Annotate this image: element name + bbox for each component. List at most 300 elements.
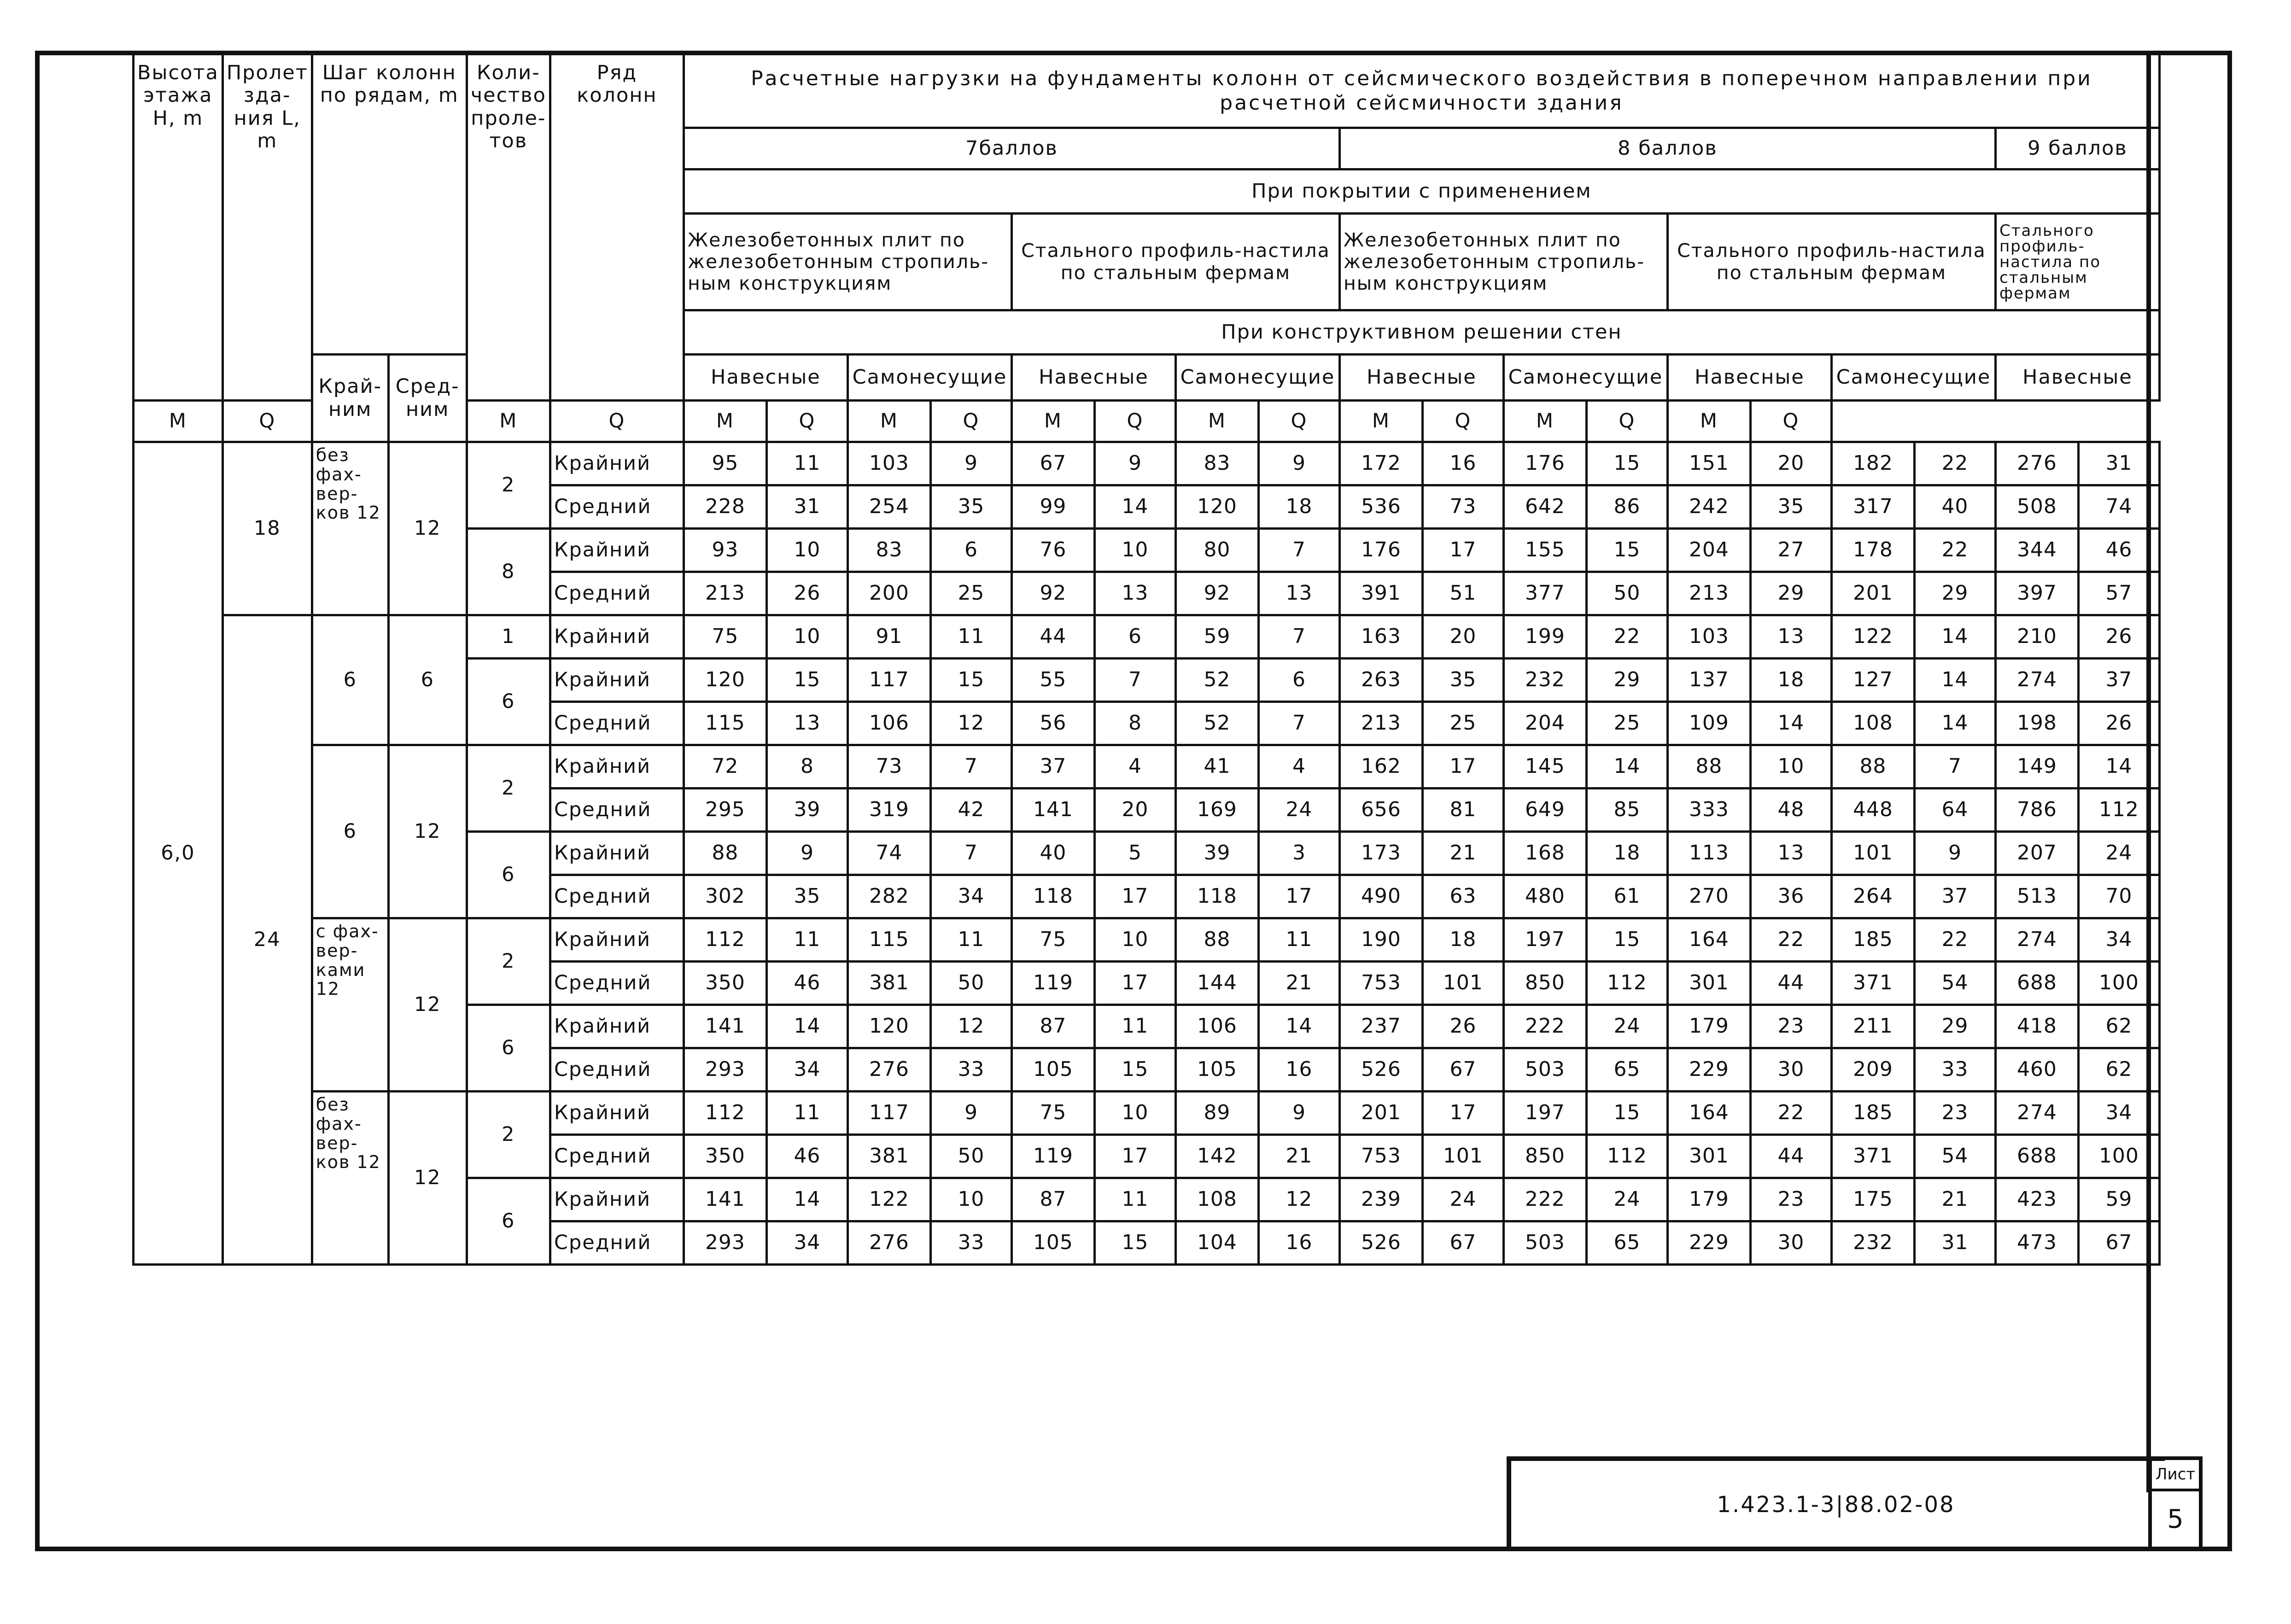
- header-cover-steel-9: Стального профиль-настила по стальным фермам: [1995, 214, 2159, 310]
- row-type-cell: Крайний: [550, 442, 684, 485]
- value-cell: 301: [1667, 1135, 1750, 1178]
- span-cell: 24: [222, 615, 312, 1265]
- value-cell: 10: [1094, 918, 1175, 962]
- value-cell: 649: [1503, 789, 1586, 832]
- value-cell: 263: [1339, 659, 1422, 702]
- value-cell: 7: [930, 745, 1011, 789]
- value-cell: 10: [1094, 1092, 1175, 1135]
- value-cell: 137: [1667, 659, 1750, 702]
- value-cell: 753: [1339, 962, 1422, 1005]
- value-cell: 6: [1258, 659, 1339, 702]
- step-mid-cell: 12: [388, 918, 467, 1092]
- row-type-cell: Крайний: [550, 529, 684, 572]
- row-type-cell: Средний: [550, 1048, 684, 1092]
- value-cell: 264: [1831, 875, 1914, 918]
- value-cell: 448: [1831, 789, 1914, 832]
- value-cell: 207: [1995, 832, 2078, 875]
- value-cell: 12: [930, 1005, 1011, 1048]
- value-cell: 88: [1667, 745, 1750, 789]
- row-type-cell: Крайний: [550, 1005, 684, 1048]
- value-cell: 656: [1339, 789, 1422, 832]
- step-edge-cell: без фах-вер-ков 12: [312, 1092, 388, 1265]
- value-cell: 35: [766, 875, 847, 918]
- value-cell: 29: [1914, 1005, 1995, 1048]
- step-mid-cell: 12: [388, 1092, 467, 1265]
- value-cell: 14: [1914, 615, 1995, 659]
- value-cell: 7: [1258, 529, 1339, 572]
- value-cell: 31: [1914, 1221, 1995, 1265]
- wall-hung-1: Навесные: [684, 355, 847, 401]
- wall-hung-3: Навесные: [1339, 355, 1503, 401]
- value-cell: 46: [2078, 529, 2159, 572]
- value-cell: 101: [1422, 1135, 1503, 1178]
- value-cell: 199: [1503, 615, 1586, 659]
- value-cell: 179: [1667, 1178, 1750, 1221]
- row-type-cell: Средний: [550, 962, 684, 1005]
- value-cell: 26: [766, 572, 847, 615]
- value-cell: 786: [1995, 789, 2078, 832]
- value-cell: 56: [1011, 702, 1094, 745]
- value-cell: 169: [1175, 789, 1258, 832]
- value-cell: 73: [1422, 485, 1503, 529]
- m-header: M: [1667, 401, 1750, 442]
- value-cell: 7: [1258, 615, 1339, 659]
- value-cell: 688: [1995, 962, 2078, 1005]
- value-cell: 34: [766, 1221, 847, 1265]
- value-cell: 222: [1503, 1005, 1586, 1048]
- value-cell: 13: [1094, 572, 1175, 615]
- value-cell: 9: [1914, 832, 1995, 875]
- value-cell: 21: [1914, 1178, 1995, 1221]
- value-cell: 200: [847, 572, 930, 615]
- value-cell: 319: [847, 789, 930, 832]
- value-cell: 18: [1750, 659, 1831, 702]
- value-cell: 142: [1175, 1135, 1258, 1178]
- step-mid-cell: 12: [388, 442, 467, 615]
- value-cell: 62: [2078, 1048, 2159, 1092]
- value-cell: 10: [766, 615, 847, 659]
- value-cell: 122: [847, 1178, 930, 1221]
- value-cell: 11: [1258, 918, 1339, 962]
- value-cell: 20: [1750, 442, 1831, 485]
- value-cell: 73: [847, 745, 930, 789]
- col-header-step-edge: Край-ним: [312, 355, 388, 442]
- value-cell: 178: [1831, 529, 1914, 572]
- value-cell: 65: [1586, 1221, 1667, 1265]
- value-cell: 50: [930, 962, 1011, 1005]
- value-cell: 35: [1422, 659, 1503, 702]
- value-cell: 14: [2078, 745, 2159, 789]
- value-cell: 42: [930, 789, 1011, 832]
- row-type-cell: Средний: [550, 485, 684, 529]
- wall-self-4: Самонесущие: [1831, 355, 1995, 401]
- value-cell: 14: [1750, 702, 1831, 745]
- row-type-cell: Средний: [550, 1221, 684, 1265]
- value-cell: 15: [1586, 1092, 1667, 1135]
- row-type-cell: Крайний: [550, 918, 684, 962]
- value-cell: 13: [766, 702, 847, 745]
- value-cell: 211: [1831, 1005, 1914, 1048]
- value-cell: 10: [766, 529, 847, 572]
- value-cell: 62: [2078, 1005, 2159, 1048]
- wall-hung-4: Навесные: [1667, 355, 1831, 401]
- value-cell: 25: [930, 572, 1011, 615]
- value-cell: 30: [1750, 1221, 1831, 1265]
- value-cell: 301: [1667, 962, 1750, 1005]
- value-cell: 120: [684, 659, 766, 702]
- value-cell: 113: [1667, 832, 1750, 875]
- value-cell: 92: [1175, 572, 1258, 615]
- table-row: [134, 745, 2160, 789]
- value-cell: 9: [766, 832, 847, 875]
- q-header: Q: [930, 401, 1011, 442]
- row-type-cell: Средний: [550, 702, 684, 745]
- value-cell: 22: [1750, 1092, 1831, 1135]
- value-cell: 490: [1339, 875, 1422, 918]
- sheet-label: Лист: [2152, 1460, 2199, 1491]
- value-cell: 67: [2078, 1221, 2159, 1265]
- sheet-number: 5: [2167, 1504, 2184, 1534]
- value-cell: 86: [1586, 485, 1667, 529]
- value-cell: 201: [1831, 572, 1914, 615]
- value-cell: 34: [2078, 1092, 2159, 1135]
- value-cell: 72: [684, 745, 766, 789]
- value-cell: 213: [1667, 572, 1750, 615]
- value-cell: 185: [1831, 1092, 1914, 1135]
- value-cell: 18: [1258, 485, 1339, 529]
- value-cell: 190: [1339, 918, 1422, 962]
- value-cell: 27: [1750, 529, 1831, 572]
- value-cell: 7: [930, 832, 1011, 875]
- value-cell: 25: [1422, 702, 1503, 745]
- value-cell: 155: [1503, 529, 1586, 572]
- span-count-cell: 6: [467, 1005, 550, 1092]
- table-title: Расчетные нагрузки на фундаменты колонн от сейсмического воздействия в поперечном направлении при расчетной сейсмичности здания: [684, 54, 2159, 128]
- step-edge-cell: с фах-вер-ками 12: [312, 918, 388, 1092]
- value-cell: 282: [847, 875, 930, 918]
- span-count-cell: 8: [467, 529, 550, 615]
- value-cell: 222: [1503, 1178, 1586, 1221]
- value-cell: 52: [1175, 659, 1258, 702]
- value-cell: 503: [1503, 1221, 1586, 1265]
- value-cell: 242: [1667, 485, 1750, 529]
- value-cell: 12: [930, 702, 1011, 745]
- step-mid-cell: 12: [388, 745, 467, 918]
- value-cell: 109: [1667, 702, 1750, 745]
- value-cell: 232: [1831, 1221, 1914, 1265]
- value-cell: 14: [766, 1178, 847, 1221]
- value-cell: 13: [1750, 832, 1831, 875]
- value-cell: 85: [1586, 789, 1667, 832]
- value-cell: 513: [1995, 875, 2078, 918]
- value-cell: 162: [1339, 745, 1422, 789]
- value-cell: 33: [930, 1048, 1011, 1092]
- value-cell: 26: [2078, 615, 2159, 659]
- value-cell: 105: [1011, 1048, 1094, 1092]
- value-cell: 106: [847, 702, 930, 745]
- m-header: M: [1503, 401, 1586, 442]
- value-cell: 24: [1586, 1005, 1667, 1048]
- value-cell: 175: [1831, 1178, 1914, 1221]
- table-row: [134, 1092, 2160, 1135]
- value-cell: 254: [847, 485, 930, 529]
- value-cell: 64: [1914, 789, 1995, 832]
- value-cell: 11: [766, 1092, 847, 1135]
- value-cell: 122: [1831, 615, 1914, 659]
- value-cell: 63: [1422, 875, 1503, 918]
- value-cell: 10: [1094, 529, 1175, 572]
- value-cell: 105: [1175, 1048, 1258, 1092]
- value-cell: 33: [1914, 1048, 1995, 1092]
- value-cell: 377: [1503, 572, 1586, 615]
- value-cell: 18: [1422, 918, 1503, 962]
- value-cell: 213: [1339, 702, 1422, 745]
- span-count-cell: 1: [467, 615, 550, 659]
- value-cell: 144: [1175, 962, 1258, 1005]
- value-cell: 15: [1094, 1221, 1175, 1265]
- value-cell: 95: [684, 442, 766, 485]
- value-cell: 24: [1422, 1178, 1503, 1221]
- value-cell: 39: [1175, 832, 1258, 875]
- value-cell: 50: [1586, 572, 1667, 615]
- value-cell: 14: [766, 1005, 847, 1048]
- value-cell: 76: [1011, 529, 1094, 572]
- value-cell: 536: [1339, 485, 1422, 529]
- value-cell: 37: [1914, 875, 1995, 918]
- m-header: M: [134, 401, 223, 442]
- wall-self-1: Самонесущие: [847, 355, 1011, 401]
- value-cell: 381: [847, 1135, 930, 1178]
- row-type-cell: Средний: [550, 572, 684, 615]
- value-cell: 9: [1258, 442, 1339, 485]
- value-cell: 87: [1011, 1178, 1094, 1221]
- value-cell: 17: [1094, 962, 1175, 1005]
- value-cell: 229: [1667, 1221, 1750, 1265]
- value-cell: 753: [1339, 1135, 1422, 1178]
- value-cell: 209: [1831, 1048, 1914, 1092]
- value-cell: 15: [1094, 1048, 1175, 1092]
- value-cell: 10: [930, 1178, 1011, 1221]
- value-cell: 11: [930, 918, 1011, 962]
- row-type-cell: Крайний: [550, 1092, 684, 1135]
- value-cell: 100: [2078, 1135, 2159, 1178]
- value-cell: 22: [1750, 918, 1831, 962]
- value-cell: 21: [1258, 1135, 1339, 1178]
- value-cell: 198: [1995, 702, 2078, 745]
- value-cell: 295: [684, 789, 766, 832]
- header-9-points: 9 баллов: [1995, 128, 2159, 169]
- value-cell: 112: [684, 918, 766, 962]
- value-cell: 237: [1339, 1005, 1422, 1048]
- value-cell: 52: [1175, 702, 1258, 745]
- q-header: Q: [1750, 401, 1831, 442]
- value-cell: 9: [1094, 442, 1175, 485]
- value-cell: 15: [1586, 529, 1667, 572]
- value-cell: 55: [1011, 659, 1094, 702]
- value-cell: 17: [1422, 529, 1503, 572]
- step-mid-cell: 6: [388, 615, 467, 745]
- value-cell: 7: [1914, 745, 1995, 789]
- value-cell: 67: [1422, 1048, 1503, 1092]
- header-cover: При покрытии с применением: [684, 169, 2159, 214]
- value-cell: 6: [1094, 615, 1175, 659]
- value-cell: 228: [684, 485, 766, 529]
- value-cell: 34: [930, 875, 1011, 918]
- value-cell: 173: [1339, 832, 1422, 875]
- value-cell: 22: [1914, 529, 1995, 572]
- value-cell: 3: [1258, 832, 1339, 875]
- value-cell: 197: [1503, 918, 1586, 962]
- value-cell: 141: [684, 1178, 766, 1221]
- value-cell: 11: [930, 615, 1011, 659]
- value-cell: 141: [1011, 789, 1094, 832]
- value-cell: 11: [1094, 1005, 1175, 1048]
- span-count-cell: 2: [467, 918, 550, 1005]
- value-cell: 83: [847, 529, 930, 572]
- value-cell: 115: [684, 702, 766, 745]
- value-cell: 88: [1831, 745, 1914, 789]
- value-cell: 48: [1750, 789, 1831, 832]
- value-cell: 75: [684, 615, 766, 659]
- value-cell: 274: [1995, 659, 2078, 702]
- value-cell: 397: [1995, 572, 2078, 615]
- row-type-cell: Крайний: [550, 832, 684, 875]
- value-cell: 274: [1995, 918, 2078, 962]
- value-cell: 14: [1914, 659, 1995, 702]
- value-cell: 276: [847, 1221, 930, 1265]
- value-cell: 14: [1914, 702, 1995, 745]
- q-header: Q: [766, 401, 847, 442]
- value-cell: 29: [1586, 659, 1667, 702]
- m-header: M: [847, 401, 930, 442]
- value-cell: 67: [1011, 442, 1094, 485]
- value-cell: 59: [1175, 615, 1258, 659]
- value-cell: 100: [2078, 962, 2159, 1005]
- value-cell: 34: [2078, 918, 2159, 962]
- value-cell: 850: [1503, 1135, 1586, 1178]
- value-cell: 15: [766, 659, 847, 702]
- step-edge-cell: без фах-вер-ков 12: [312, 442, 388, 615]
- value-cell: 87: [1011, 1005, 1094, 1048]
- value-cell: 229: [1667, 1048, 1750, 1092]
- value-cell: 423: [1995, 1178, 2078, 1221]
- header-8-points: 8 баллов: [1339, 128, 1995, 169]
- value-cell: 67: [1422, 1221, 1503, 1265]
- value-cell: 30: [1750, 1048, 1831, 1092]
- wall-self-3: Самонесущие: [1503, 355, 1667, 401]
- value-cell: 31: [766, 485, 847, 529]
- value-cell: 115: [847, 918, 930, 962]
- value-cell: 93: [684, 529, 766, 572]
- value-cell: 17: [1422, 1092, 1503, 1135]
- value-cell: 239: [1339, 1178, 1422, 1221]
- span-count-cell: 6: [467, 659, 550, 745]
- value-cell: 480: [1503, 875, 1586, 918]
- value-cell: 293: [684, 1221, 766, 1265]
- value-cell: 89: [1175, 1092, 1258, 1135]
- value-cell: 6: [930, 529, 1011, 572]
- value-cell: 24: [2078, 832, 2159, 875]
- row-type-cell: Крайний: [550, 745, 684, 789]
- value-cell: 35: [1750, 485, 1831, 529]
- value-cell: 381: [847, 962, 930, 1005]
- value-cell: 106: [1175, 1005, 1258, 1048]
- value-cell: 18: [1586, 832, 1667, 875]
- value-cell: 44: [1750, 962, 1831, 1005]
- value-cell: 20: [1094, 789, 1175, 832]
- value-cell: 99: [1011, 485, 1094, 529]
- value-cell: 163: [1339, 615, 1422, 659]
- value-cell: 185: [1831, 918, 1914, 962]
- header-cover-steel-8: Стального профиль-настила по стальным фермам: [1667, 214, 1995, 310]
- col-header-span: Пролет зда-ния L, m: [222, 54, 312, 401]
- value-cell: 14: [1258, 1005, 1339, 1048]
- q-header: Q: [222, 401, 312, 442]
- value-cell: 61: [1586, 875, 1667, 918]
- value-cell: 112: [684, 1092, 766, 1135]
- value-cell: 36: [1750, 875, 1831, 918]
- value-cell: 9: [930, 1092, 1011, 1135]
- value-cell: 473: [1995, 1221, 2078, 1265]
- value-cell: 688: [1995, 1135, 2078, 1178]
- value-cell: 526: [1339, 1048, 1422, 1092]
- value-cell: 344: [1995, 529, 2078, 572]
- header-cover-rc-7: Железобетонных плит по железобетонным стропиль-ным конструкциям: [684, 214, 1011, 310]
- value-cell: 54: [1914, 962, 1995, 1005]
- value-cell: 23: [1750, 1178, 1831, 1221]
- header-cover-rc-8: Железобетонных плит по железобетонным стропиль-ным конструкциям: [1339, 214, 1667, 310]
- table-head: [134, 54, 2160, 442]
- value-cell: 75: [1011, 918, 1094, 962]
- value-cell: 302: [684, 875, 766, 918]
- value-cell: 46: [766, 962, 847, 1005]
- table-row: [134, 615, 2160, 659]
- value-cell: 24: [1258, 789, 1339, 832]
- col-header-row: Ряд колонн: [550, 54, 684, 401]
- value-cell: 15: [1586, 442, 1667, 485]
- value-cell: 145: [1503, 745, 1586, 789]
- value-cell: 21: [1258, 962, 1339, 1005]
- m-header: M: [684, 401, 766, 442]
- step-edge-cell: 6: [312, 615, 388, 745]
- value-cell: 23: [1750, 1005, 1831, 1048]
- value-cell: 14: [1586, 745, 1667, 789]
- value-cell: 276: [1995, 442, 2078, 485]
- value-cell: 164: [1667, 1092, 1750, 1135]
- value-cell: 127: [1831, 659, 1914, 702]
- value-cell: 108: [1175, 1178, 1258, 1221]
- value-cell: 81: [1422, 789, 1503, 832]
- value-cell: 16: [1422, 442, 1503, 485]
- value-cell: 103: [1667, 615, 1750, 659]
- col-header-height: Высота этажа H, m: [134, 54, 223, 401]
- value-cell: 65: [1586, 1048, 1667, 1092]
- value-cell: 23: [1914, 1092, 1995, 1135]
- value-cell: 112: [1586, 962, 1667, 1005]
- value-cell: 642: [1503, 485, 1586, 529]
- value-cell: 25: [1586, 702, 1667, 745]
- value-cell: 112: [1586, 1135, 1667, 1178]
- m-header: M: [1339, 401, 1422, 442]
- value-cell: 17: [1422, 745, 1503, 789]
- value-cell: 22: [1914, 442, 1995, 485]
- value-cell: 7: [1258, 702, 1339, 745]
- span-count-cell: 6: [467, 1178, 550, 1265]
- value-cell: 119: [1011, 1135, 1094, 1178]
- value-cell: 26: [2078, 702, 2159, 745]
- value-cell: 508: [1995, 485, 2078, 529]
- value-cell: 88: [1175, 918, 1258, 962]
